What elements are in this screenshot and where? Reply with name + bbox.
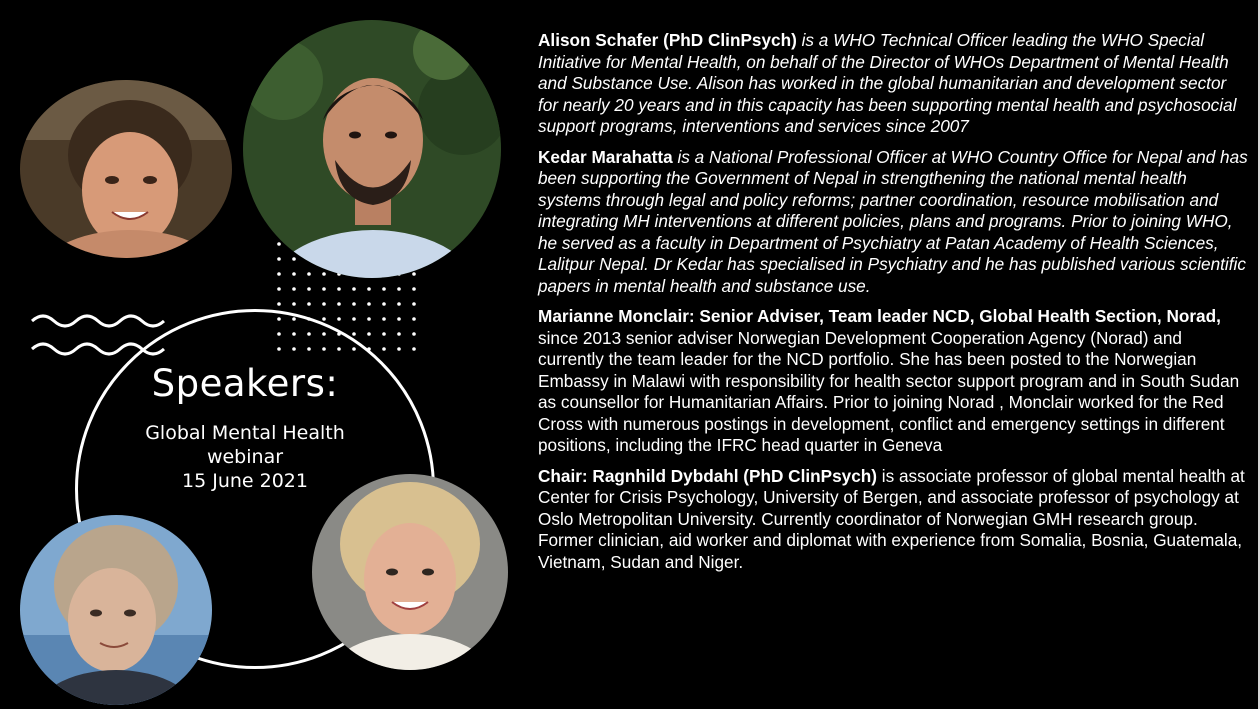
speaker-photo-alison (20, 80, 232, 258)
speaker-bio-text: since 2013 senior adviser Norwegian Development Cooperation Agency (Norad) and currently the team leader for the NCD portfolio. She has been posted to the Norwegian Embassy in Malawi with responsibility for health sector support program and in South Sudan as counsellor for Humanitarian Affairs. Prior to joining Norad , Monclair worked for the Red Cross with numerous postings in development, conflict and emergency settings in different positions, including the IFRC head quarter in Geneva (538, 327, 1240, 455)
speaker-photo-marianne (20, 515, 212, 705)
decoration-dot (382, 332, 386, 336)
decoration-dot (322, 302, 326, 306)
decoration-dot (352, 317, 356, 321)
decoration-dot (277, 287, 281, 291)
speaker-name: Alison Schafer (PhD ClinPsych) (538, 30, 797, 50)
decoration-dot (382, 287, 386, 291)
decoration-dot (367, 317, 371, 321)
decoration-dot (382, 317, 386, 321)
decoration-dot (337, 317, 341, 321)
decoration-dot (367, 332, 371, 336)
decoration-dot (397, 317, 401, 321)
subtitle-line: Global Mental Health (145, 422, 345, 444)
decoration-dot (397, 287, 401, 291)
decoration-dot (412, 287, 416, 291)
decoration-dot (412, 332, 416, 336)
decoration-dot (292, 302, 296, 306)
speaker-bio-text: is a National Professional Officer at WHO Country Office for Nepal and has been supporting the Government of Nepal in strengthening the national mental health systems through legal and policy reforms; partner coordination, resource mobilisation and integrating MH interventions at different policies, plans and programs. Prior to joining WHO, he served as a faculty in Department of Psychiatry at Patan Academy of Health Sciences, Lalitpur Nepal. Dr Kedar has specialised in Psychiatry and he has published various scientific papers in mental health and substance use. (538, 146, 1248, 296)
decoration-dot (352, 332, 356, 336)
webinar-date: 15 June 2021 (182, 470, 308, 492)
decoration-dot (307, 287, 311, 291)
speaker-name: Chair: Ragnhild Dybdahl (PhD ClinPsych) (538, 465, 877, 486)
speaker-photo-kedar (243, 20, 501, 278)
decoration-dot (397, 332, 401, 336)
decoration-dot (412, 302, 416, 306)
decoration-dot (337, 287, 341, 291)
decoration-dot (307, 302, 311, 306)
decoration-dot (322, 287, 326, 291)
decoration-dot (277, 272, 281, 276)
decoration-dot (397, 347, 401, 351)
decoration-dot (382, 347, 386, 351)
decoration-dot (352, 287, 356, 291)
decoration-dot (412, 272, 416, 276)
decoration-dot (292, 257, 296, 261)
speakers-title: Speakers: (151, 362, 339, 405)
decoration-dot (352, 302, 356, 306)
title-block (100, 362, 390, 493)
portrait-image (20, 80, 232, 258)
speaker-bios (538, 30, 1248, 582)
subtitle-line: webinar (206, 446, 284, 468)
speaker-name: Marianne Monclair: Senior Adviser, Team leader NCD, Global Health Section, Norad, (538, 306, 1221, 326)
decoration-dot (412, 347, 416, 351)
decoration-dot (397, 302, 401, 306)
decoration-dot (277, 242, 281, 246)
webinar-subtitle (100, 421, 390, 493)
speaker-photo-ragnhild (312, 474, 508, 670)
decoration-dot (277, 302, 281, 306)
speaker-bio-text: is associate professor of global mental health at Center for Crisis Psychology, University of Bergen, and associate professor of psychology at Oslo Metropolitan University. Currently coordinator of Norwegian GMH research group. Former clinician, aid worker and diplomat with experience from Somalia, Bosnia, Guatemala, Vietnam, Sudan and Niger. (538, 465, 1245, 572)
portrait-image (20, 515, 212, 705)
decoration-dot (367, 287, 371, 291)
decoration-dot (292, 287, 296, 291)
decoration-dot (322, 272, 326, 276)
decoration-dot (337, 302, 341, 306)
decoration-dot (277, 257, 281, 261)
decoration-dot (322, 317, 326, 321)
decoration-dot (382, 302, 386, 306)
bio-alison (538, 30, 1248, 138)
decoration-dot (292, 272, 296, 276)
bio-marianne (538, 306, 1248, 457)
portrait-image (312, 474, 508, 670)
decoration-dot (412, 317, 416, 321)
decoration-dot (307, 272, 311, 276)
portrait-image (243, 20, 501, 278)
bio-kedar (538, 147, 1248, 298)
bio-ragnhild (538, 466, 1248, 574)
decoration-dot (367, 302, 371, 306)
speaker-bio-text: is a WHO Technical Officer leading the WHO Special Initiative for Mental Health, on behalf of the Director of WHOs Department of Mental Health and Substance Use. Alison has worked in the global humanitarian and development sector for nearly 20 years and in this capacity has been supporting mental health and psychosocial support programs, interventions and services since 2007 (538, 30, 1237, 136)
speaker-name: Kedar Marahatta (538, 146, 673, 167)
